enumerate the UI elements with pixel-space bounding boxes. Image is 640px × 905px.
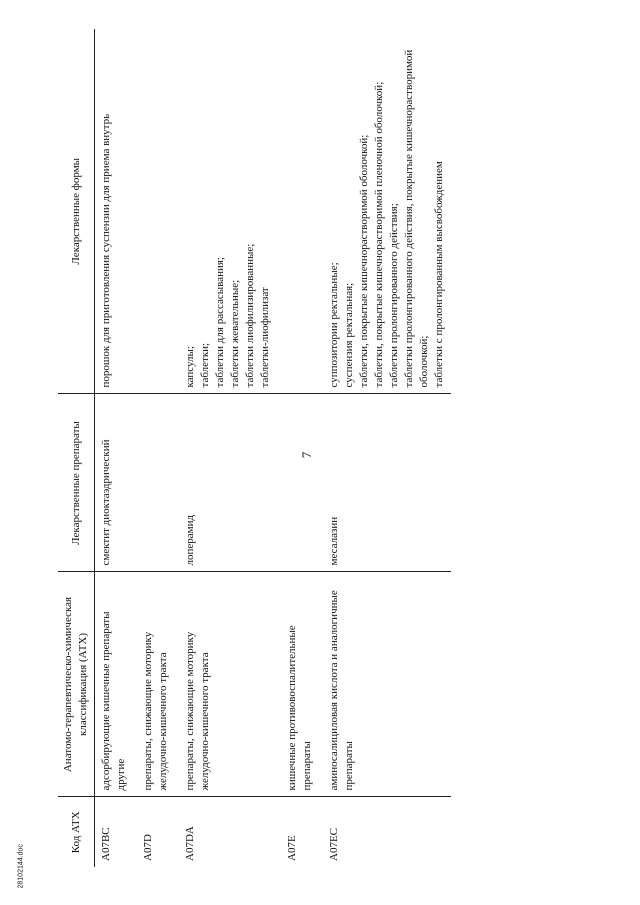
header-code: Код АТХ — [58, 797, 95, 867]
cell-classification: адсорбирующие кишечные препараты другие — [95, 572, 134, 797]
header-drugs: Лекарственные препараты — [58, 394, 95, 572]
form-item: таблетки-лиофилизат — [259, 287, 271, 388]
cell-classification: кишечные противовоспалительные препараты — [277, 572, 319, 797]
cell-classification: препараты, снижающие моторику желудочно-кишечного тракта — [175, 572, 277, 797]
cell-code: A07DA — [184, 826, 196, 861]
form-item: суспензия ректальная; — [343, 282, 355, 388]
form-item: суппозитории ректальные; — [328, 262, 340, 388]
cell-forms — [175, 29, 277, 394]
cell-forms — [319, 29, 451, 394]
header-classification: Анатомо-терапевтическо-химическая классификация (АТХ) — [58, 572, 95, 797]
cell-drug: лоперамид — [175, 394, 277, 572]
cell-code: A07EC — [328, 828, 340, 861]
cell-drug — [277, 394, 319, 572]
form-item: капсулы; — [184, 346, 196, 388]
cell-forms — [277, 29, 319, 394]
form-item: таблетки, покрытые кишечнорастворимой пленочной оболочкой; — [373, 81, 385, 388]
table-body — [95, 29, 452, 867]
form-item: таблетки, покрытые кишечнорастворимой оболочкой; — [358, 134, 370, 388]
cell-classification: аминосалициловая кислота и аналогичные препараты — [319, 572, 451, 797]
cell-drug — [133, 394, 175, 572]
header-forms: Лекарственные формы — [58, 29, 95, 394]
form-item: таблетки пролонгированного действия; — [388, 203, 400, 388]
form-item: таблетки лиофилизированные; — [244, 243, 256, 388]
table-header-row — [58, 29, 95, 867]
rotated-table-container — [58, 29, 638, 867]
form-item: таблетки жевательные; — [229, 279, 241, 388]
cell-drug: смектит диоктаэдрический — [95, 394, 134, 572]
form-item: таблетки пролонгированного действия, покрытые кишечнорастворимой оболочкой; — [403, 49, 430, 388]
cell-classification: препараты, снижающие моторику желудочно-кишечного тракта — [133, 572, 175, 797]
table-row — [319, 29, 451, 867]
page-number: 7 — [299, 451, 314, 459]
form-item: таблетки для рассасывания; — [214, 257, 226, 388]
table-row — [133, 29, 175, 867]
table-row — [95, 29, 134, 867]
cell-code: A07BC — [100, 827, 112, 861]
table-row — [277, 29, 319, 867]
form-item: таблетки с пролонгированным высвобождением — [433, 161, 445, 388]
form-item: таблетки; — [199, 342, 211, 388]
cell-code: A07E — [286, 835, 298, 861]
cell-forms — [133, 29, 175, 394]
cell-drug: месалазин — [319, 394, 451, 572]
footer-filename: 28102144.doc — [17, 844, 25, 889]
cell-code: A07D — [142, 834, 154, 861]
cell-forms — [95, 29, 134, 394]
drug-table — [58, 29, 451, 867]
form-item: порошок для приготовления суспензии для приема внутрь — [100, 113, 112, 388]
table-row — [175, 29, 277, 867]
